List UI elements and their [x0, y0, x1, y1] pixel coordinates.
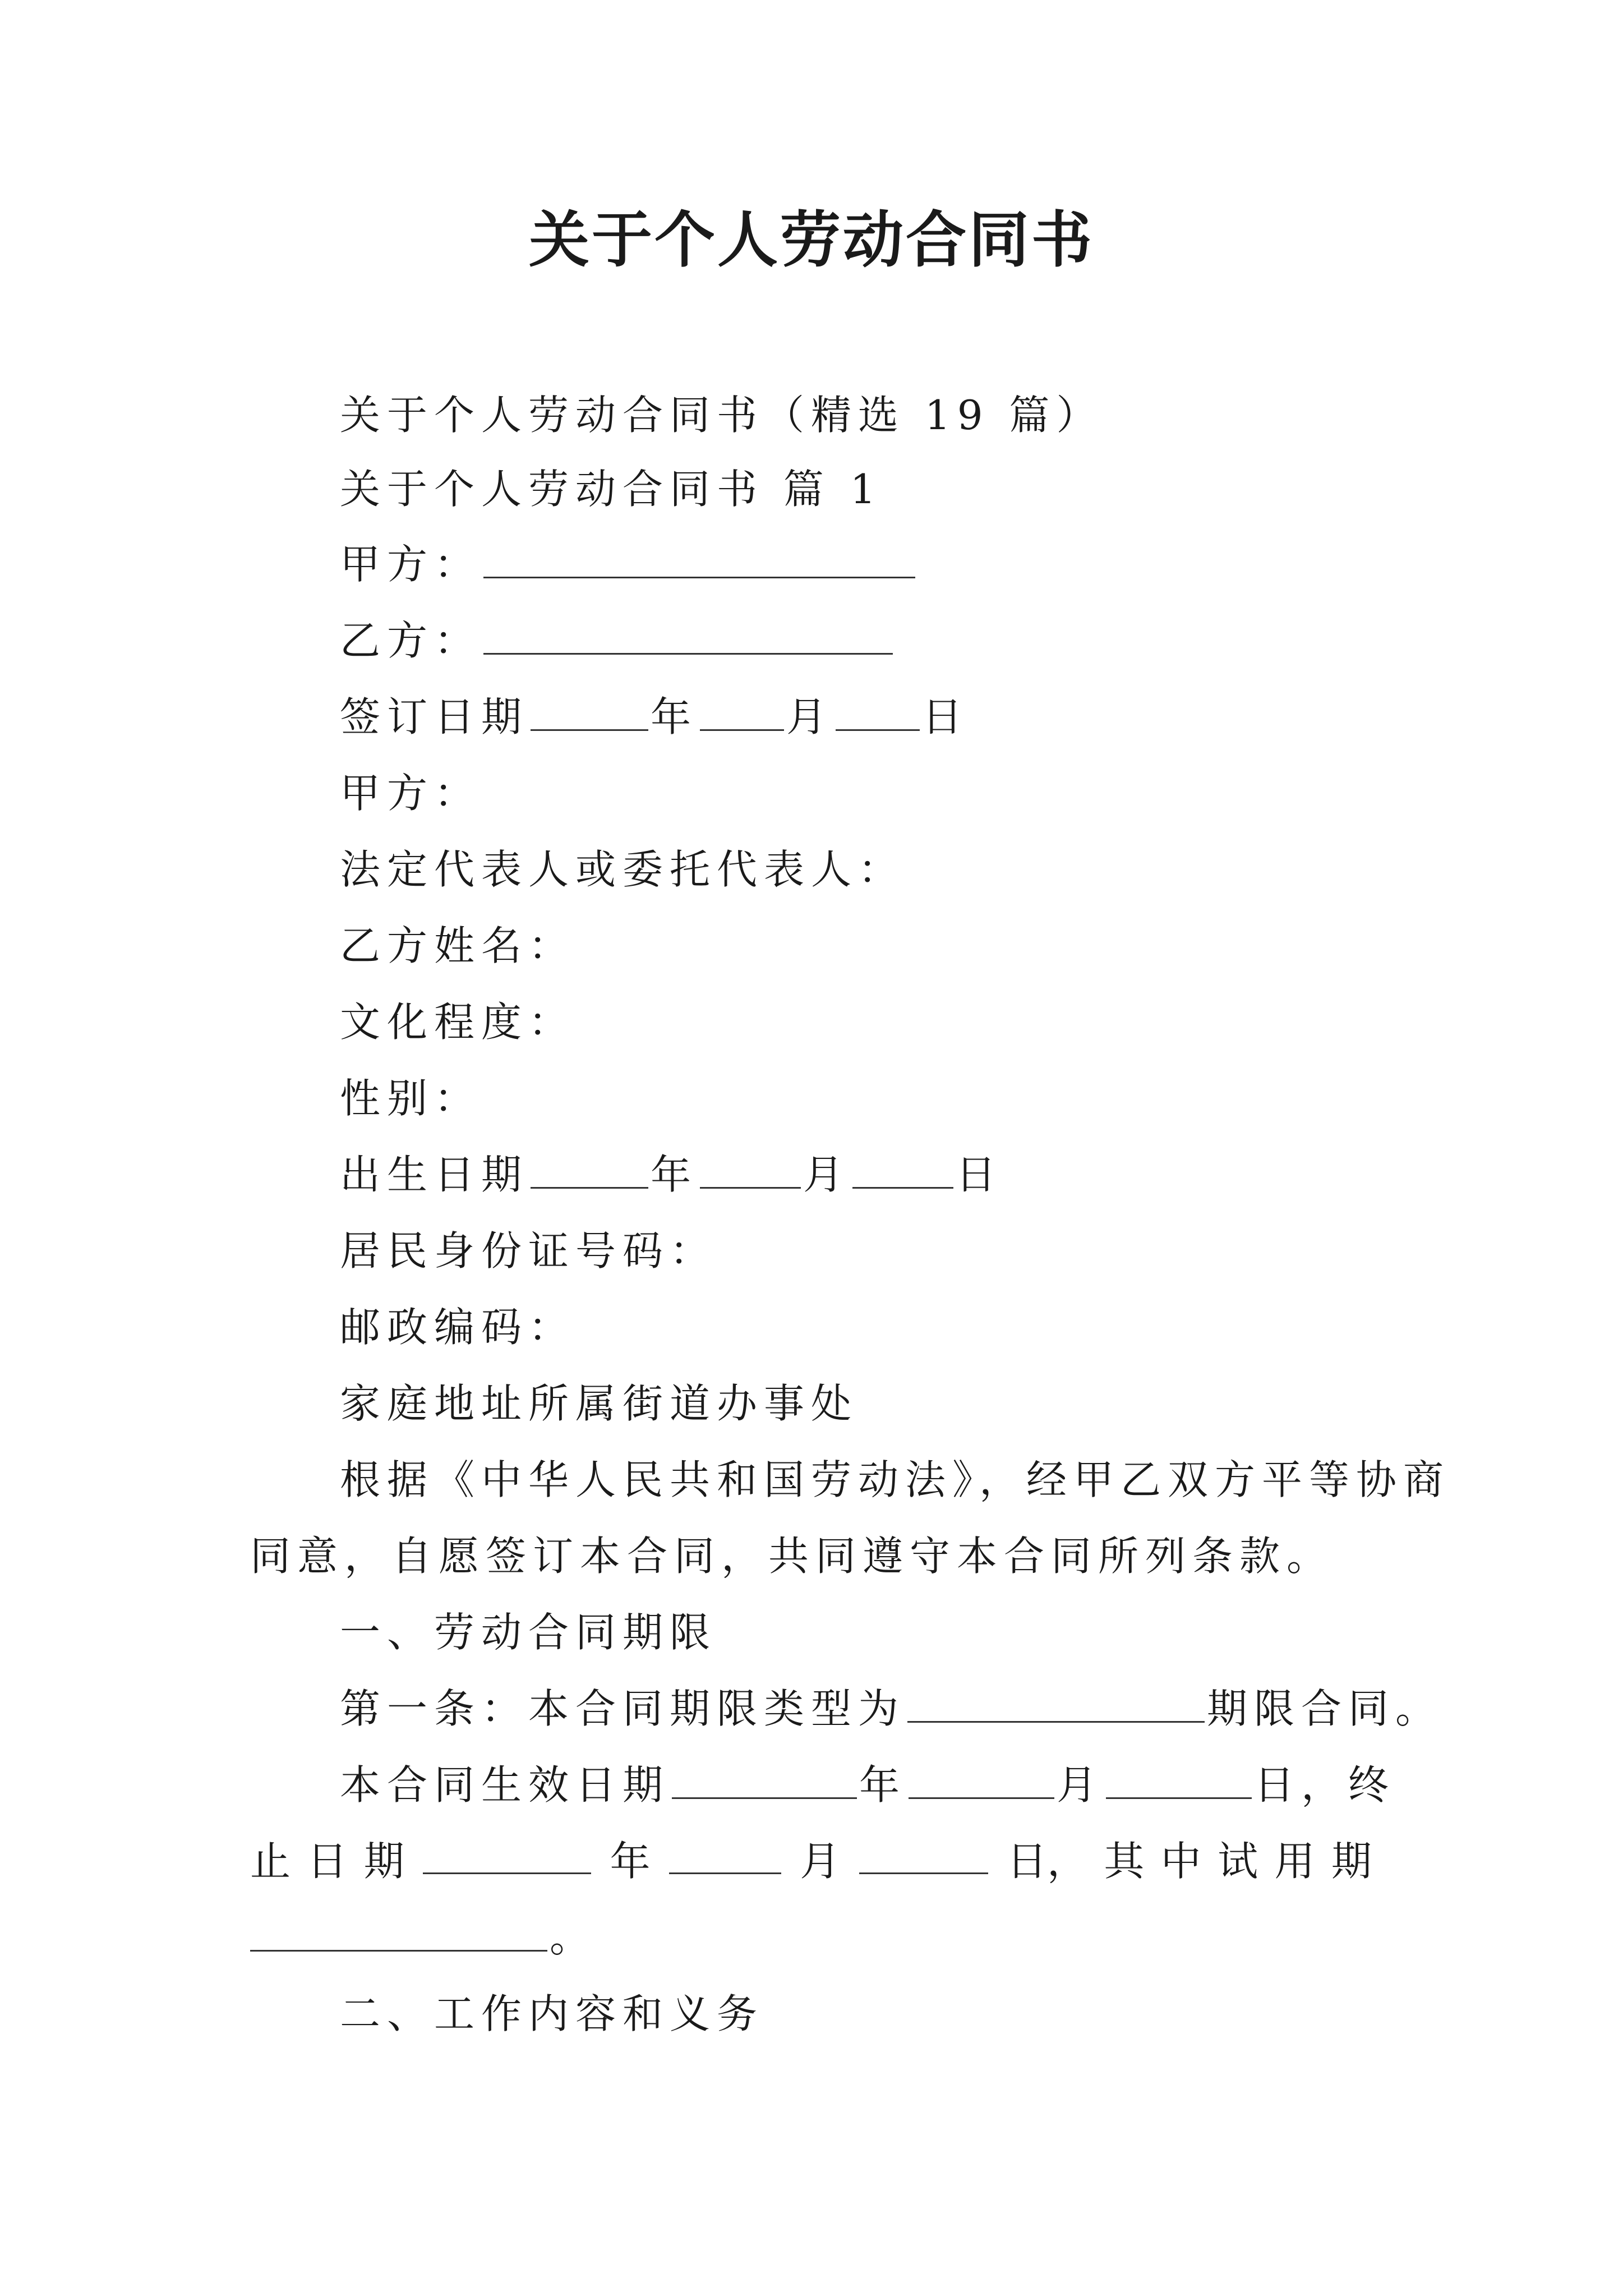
end-year-blank [423, 1833, 591, 1874]
trial-char-6: 期 [1331, 1838, 1372, 1885]
trial-period-blank [250, 1911, 547, 1952]
end-month-label: 月 [800, 1838, 841, 1885]
effective-prefix: 本合同生效日期 [340, 1761, 670, 1809]
subtitle: 关于个人劳动合同书（精选 19 篇） [340, 392, 1104, 439]
trial-char-4: 试 [1218, 1838, 1258, 1885]
birth-month-blank [700, 1148, 801, 1189]
postal-code-line: 邮政编码： [340, 1304, 576, 1351]
sign-day-label: 日 [922, 693, 970, 740]
sign-date-label: 签订日期 [340, 693, 529, 740]
party-a-line [340, 536, 917, 592]
end-char-3: 期 [363, 1838, 404, 1885]
party-b-blank [483, 614, 893, 655]
sign-year-blank [531, 690, 648, 731]
paragraph-line-2: 同意，自愿签订本合同，共同遵守本合同所列条款。 [250, 1533, 1334, 1580]
section-1-heading: 一、劳动合同期限 [340, 1609, 717, 1656]
end-char-2: 日 [307, 1838, 348, 1885]
effective-month-label: 月 [1057, 1761, 1104, 1809]
effective-year-blank [672, 1758, 857, 1799]
effective-day-label: 日，终 [1254, 1761, 1396, 1809]
sign-day-blank [836, 690, 920, 731]
legal-rep-line: 法定代表人或委托代表人： [340, 846, 906, 893]
birth-day-blank [852, 1148, 953, 1189]
effective-month-blank [909, 1758, 1054, 1799]
sign-year-label: 年 [651, 693, 698, 740]
chapter-heading: 关于个人劳动合同书 篇 1 [340, 466, 883, 513]
trial-period-end: 。 [550, 1914, 597, 1961]
birth-month-label: 月 [803, 1151, 851, 1198]
contract-type-blank [907, 1682, 1205, 1723]
article-1-suffix: 期限合同。 [1207, 1685, 1443, 1732]
trial-char-5: 用 [1274, 1838, 1315, 1885]
sign-month-blank [700, 690, 784, 731]
education-line: 文化程度： [340, 999, 576, 1046]
effective-day-blank [1106, 1758, 1252, 1799]
end-year-label: 年 [610, 1838, 651, 1885]
birth-year-blank [531, 1148, 648, 1189]
birth-date-line [340, 1147, 1003, 1203]
party-b-line [340, 613, 895, 669]
birth-date-label: 出生日期 [340, 1151, 529, 1198]
party-a-blank [483, 537, 915, 578]
effective-date-line [340, 1757, 1395, 1813]
end-month-blank [669, 1833, 781, 1874]
article-1-line [340, 1681, 1442, 1737]
sign-date-line [340, 689, 969, 745]
end-char-1: 止 [250, 1838, 291, 1885]
party-a-heading: 甲方： [340, 770, 482, 817]
trial-char-1: 日， [1006, 1838, 1087, 1885]
end-date-line [250, 1833, 1372, 1889]
article-1-prefix: 第一条：本合同期限类型为 [340, 1685, 906, 1732]
end-day-blank [859, 1833, 988, 1874]
gender-line: 性别： [340, 1075, 482, 1122]
address-line: 家庭地址所属街道办事处 [340, 1380, 859, 1427]
effective-year-label: 年 [859, 1761, 907, 1809]
party-b-name-line: 乙方姓名： [340, 922, 576, 969]
birth-day-label: 日 [956, 1151, 1003, 1198]
section-2-heading: 二、工作内容和义务 [340, 1990, 764, 2037]
birth-year-label: 年 [651, 1151, 698, 1198]
id-number-line: 居民身份证号码： [340, 1227, 717, 1274]
trial-period-line [250, 1910, 597, 1966]
document-title: 关于个人劳动合同书 [528, 205, 1094, 275]
paragraph-line-1: 根据《中华人民共和国劳动法》，经甲乙双方平等协商 [340, 1456, 1451, 1503]
trial-char-2: 其 [1104, 1838, 1145, 1885]
sign-month-label: 月 [786, 693, 834, 740]
party-b-label: 乙方： [340, 617, 482, 664]
party-a-label: 甲方： [340, 541, 482, 588]
trial-char-3: 中 [1160, 1838, 1201, 1885]
